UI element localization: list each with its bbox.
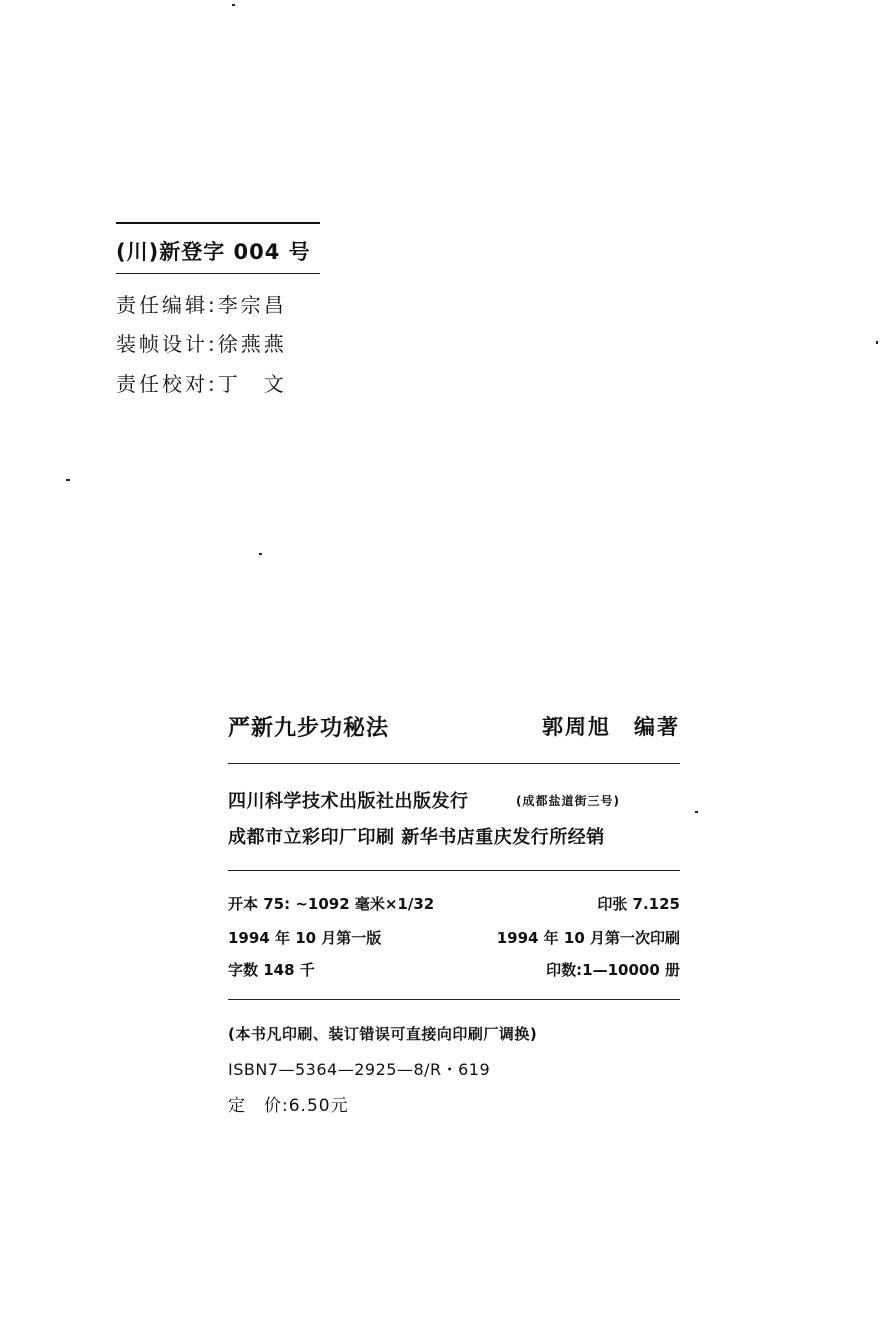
printed-sheets: 印张 7.125 [597,895,680,913]
word-count: 字数 148 千 [228,961,315,979]
scan-speck [876,341,878,344]
scan-speck [695,811,698,813]
printing-date: 1994 年 10 月第一次印刷 [496,929,680,947]
credits-divider [116,273,320,274]
replacement-notice: (本书凡印刷、装订错误可直接向印刷厂调换) [228,1025,538,1043]
colophon-rule-2 [228,870,680,871]
scan-speck [66,479,70,481]
binding-designer: 装帧设计:徐燕燕 [116,332,287,356]
publisher-line: 四川科学技术出版社出版发行 [228,791,469,812]
book-author: 郭周旭 编著 [542,715,680,739]
print-run: 印数:1—10000 册 [546,961,680,979]
colophon-rule-3 [228,999,680,1000]
scan-speck [232,4,235,6]
responsible-proofreader: 责任校对:丁 文 [116,372,287,396]
edition-date: 1994 年 10 月第一版 [228,929,382,947]
publisher-address: (成都盐道街三号) [516,794,620,808]
colophon-rule-1 [228,763,680,764]
book-title: 严新九步功秘法 [228,716,390,741]
book-price: 定 价:6.50元 [228,1096,349,1116]
scan-speck [259,553,262,555]
publication-permit-number: (川)新登字 004 号 [116,240,311,264]
responsible-editor: 责任编辑:李宗昌 [116,293,287,317]
format-spec: 开本 75: ~1092 毫米×1/32 [228,895,435,913]
isbn-number: ISBN7—5364—2925—8/R・619 [228,1060,491,1079]
credits-top-rule [116,222,320,224]
printer-distributor-line: 成都市立彩印厂印刷 新华书店重庆发行所经销 [228,827,605,848]
